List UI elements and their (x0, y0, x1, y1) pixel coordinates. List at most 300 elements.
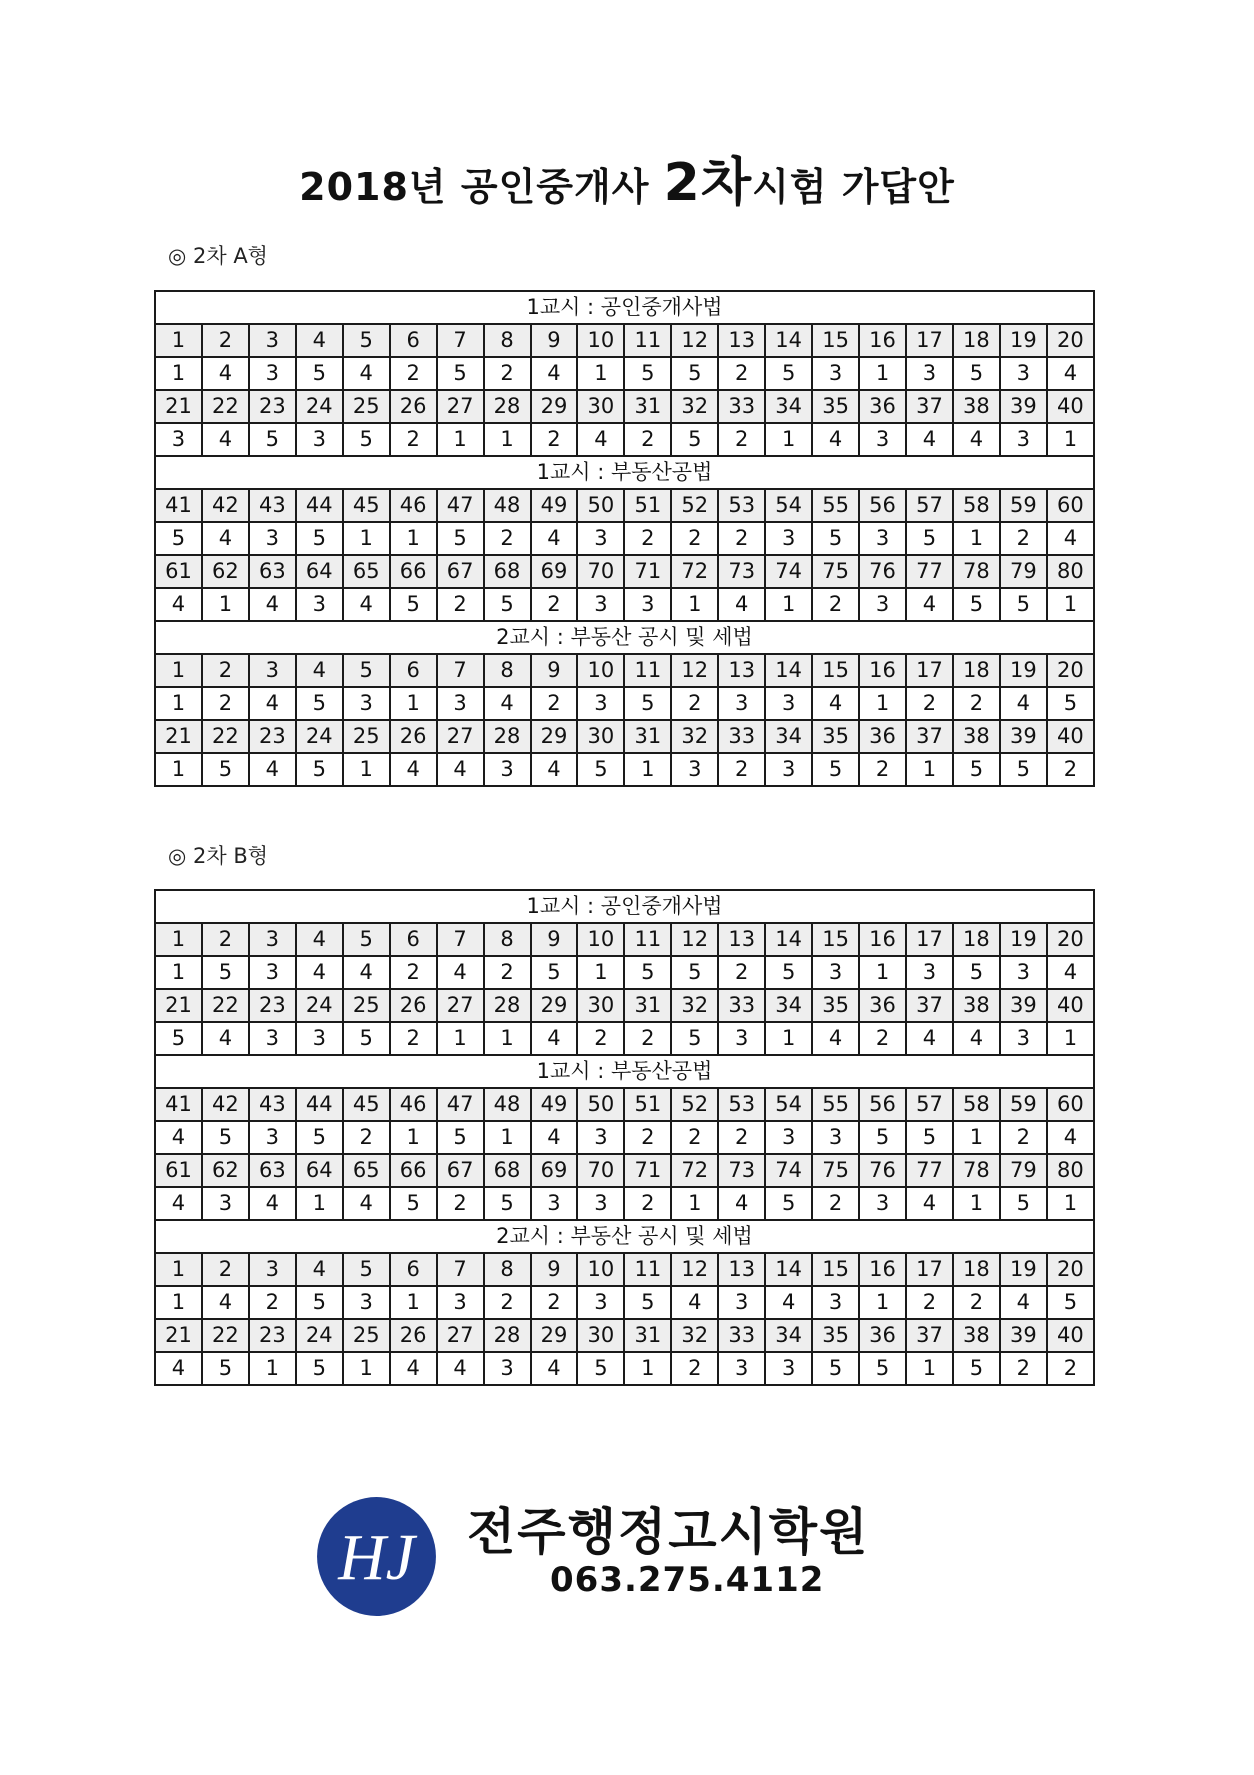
question-number-row (155, 1088, 1094, 1121)
answer-value: 1 (390, 1286, 437, 1319)
answer-value: 1 (437, 1022, 484, 1055)
question-number: 69 (531, 555, 578, 588)
question-number: 53 (718, 1088, 765, 1121)
question-number: 2 (202, 324, 249, 357)
section-title: 1교시 : 공인중개사법 (155, 291, 1094, 324)
question-number: 15 (812, 1253, 859, 1286)
question-number: 23 (249, 720, 296, 753)
answer-value: 4 (1000, 687, 1047, 720)
page-title (0, 140, 1254, 215)
answer-value: 3 (343, 1286, 390, 1319)
answer-value: 5 (296, 357, 343, 390)
answer-value: 4 (249, 753, 296, 786)
question-number: 23 (249, 1319, 296, 1352)
question-number: 14 (765, 923, 812, 956)
answer-value: 3 (1000, 357, 1047, 390)
question-number: 47 (437, 489, 484, 522)
question-number: 8 (484, 1253, 531, 1286)
question-number: 12 (671, 654, 718, 687)
question-number: 1 (155, 1253, 202, 1286)
question-number: 30 (577, 989, 624, 1022)
answer-value: 4 (202, 1022, 249, 1055)
question-number: 72 (671, 555, 718, 588)
question-number: 7 (437, 324, 484, 357)
answer-value: 2 (624, 1022, 671, 1055)
question-number: 6 (390, 1253, 437, 1286)
answer-value: 2 (718, 357, 765, 390)
question-number: 38 (953, 1319, 1000, 1352)
answer-value: 2 (671, 1352, 718, 1385)
question-number: 16 (859, 654, 906, 687)
question-number: 34 (765, 720, 812, 753)
answer-value: 4 (437, 1352, 484, 1385)
answer-value: 3 (906, 956, 953, 989)
answer-value: 4 (155, 1352, 202, 1385)
answer-value: 5 (296, 1352, 343, 1385)
question-number-row (155, 1319, 1094, 1352)
answer-value: 5 (906, 522, 953, 555)
question-number: 32 (671, 1319, 718, 1352)
answer-value: 1 (765, 1022, 812, 1055)
answer-value: 1 (624, 1352, 671, 1385)
question-number: 16 (859, 923, 906, 956)
question-number: 16 (859, 1253, 906, 1286)
answer-value: 2 (671, 687, 718, 720)
question-number: 43 (249, 489, 296, 522)
question-number-row (155, 720, 1094, 753)
question-number: 31 (624, 989, 671, 1022)
answer-value: 3 (671, 753, 718, 786)
answer-value: 2 (390, 956, 437, 989)
answer-value: 4 (155, 1187, 202, 1220)
question-number: 66 (390, 555, 437, 588)
question-number: 6 (390, 324, 437, 357)
question-number: 3 (249, 1253, 296, 1286)
question-number: 41 (155, 1088, 202, 1121)
answer-value: 4 (531, 357, 578, 390)
question-number: 51 (624, 1088, 671, 1121)
answer-value: 4 (1047, 357, 1094, 390)
answer-value: 1 (765, 423, 812, 456)
question-number: 76 (859, 555, 906, 588)
question-number: 67 (437, 555, 484, 588)
answer-value: 5 (484, 1187, 531, 1220)
question-number-row (155, 923, 1094, 956)
question-number: 47 (437, 1088, 484, 1121)
question-number: 58 (953, 489, 1000, 522)
question-number: 37 (906, 720, 953, 753)
question-number: 78 (953, 1154, 1000, 1187)
question-number: 23 (249, 989, 296, 1022)
answer-value: 5 (859, 1121, 906, 1154)
answer-value: 1 (155, 1286, 202, 1319)
answer-row (155, 423, 1094, 456)
question-number: 74 (765, 1154, 812, 1187)
answer-value: 3 (249, 1121, 296, 1154)
answer-value: 2 (1000, 1121, 1047, 1154)
question-number: 59 (1000, 489, 1047, 522)
answer-value: 5 (390, 1187, 437, 1220)
question-number: 49 (531, 1088, 578, 1121)
question-number: 51 (624, 489, 671, 522)
answer-value: 2 (671, 1121, 718, 1154)
question-number-row (155, 324, 1094, 357)
answer-value: 5 (1047, 1286, 1094, 1319)
question-number: 15 (812, 654, 859, 687)
question-number: 22 (202, 1319, 249, 1352)
answer-value: 3 (577, 1121, 624, 1154)
section-header-row (155, 291, 1094, 324)
answer-value: 1 (343, 1352, 390, 1385)
answer-value: 5 (437, 522, 484, 555)
answer-value: 4 (1047, 1121, 1094, 1154)
question-number: 37 (906, 1319, 953, 1352)
answer-value: 5 (671, 956, 718, 989)
answer-value: 4 (577, 423, 624, 456)
question-number: 79 (1000, 555, 1047, 588)
answer-value: 3 (577, 687, 624, 720)
question-number: 62 (202, 1154, 249, 1187)
answer-value: 4 (202, 522, 249, 555)
answer-value: 2 (531, 1286, 578, 1319)
answer-value: 3 (249, 1022, 296, 1055)
answer-value: 1 (765, 588, 812, 621)
answer-value: 5 (577, 1352, 624, 1385)
question-number: 29 (531, 390, 578, 423)
question-number: 3 (249, 324, 296, 357)
question-number: 24 (296, 989, 343, 1022)
answer-value: 2 (718, 522, 765, 555)
question-number-row (155, 1154, 1094, 1187)
question-number: 76 (859, 1154, 906, 1187)
answer-value: 1 (624, 753, 671, 786)
answer-value: 3 (906, 357, 953, 390)
question-number: 37 (906, 989, 953, 1022)
answer-value: 4 (202, 357, 249, 390)
answer-value: 5 (812, 1352, 859, 1385)
question-number: 27 (437, 989, 484, 1022)
question-number: 22 (202, 720, 249, 753)
question-number: 10 (577, 923, 624, 956)
question-number: 3 (249, 654, 296, 687)
answer-value: 1 (953, 1187, 1000, 1220)
answer-value: 1 (155, 357, 202, 390)
question-number: 9 (531, 324, 578, 357)
question-number: 56 (859, 1088, 906, 1121)
answer-value: 3 (859, 1187, 906, 1220)
question-number: 42 (202, 1088, 249, 1121)
question-number: 13 (718, 324, 765, 357)
answer-value: 1 (155, 956, 202, 989)
answer-value: 2 (953, 1286, 1000, 1319)
question-number: 50 (577, 1088, 624, 1121)
answer-value: 1 (484, 1022, 531, 1055)
answer-value: 3 (765, 1352, 812, 1385)
question-number: 19 (1000, 654, 1047, 687)
question-number: 32 (671, 720, 718, 753)
question-number: 40 (1047, 390, 1094, 423)
question-number: 8 (484, 654, 531, 687)
question-number: 13 (718, 1253, 765, 1286)
answer-value: 3 (577, 1286, 624, 1319)
answer-value: 5 (155, 1022, 202, 1055)
question-number: 14 (765, 654, 812, 687)
question-number: 7 (437, 1253, 484, 1286)
question-number: 11 (624, 324, 671, 357)
question-number: 31 (624, 720, 671, 753)
answer-value: 2 (531, 687, 578, 720)
answer-value: 3 (531, 1187, 578, 1220)
question-number: 14 (765, 1253, 812, 1286)
question-number: 8 (484, 923, 531, 956)
answer-value: 2 (343, 1121, 390, 1154)
answer-value: 5 (296, 1121, 343, 1154)
answer-value: 2 (671, 522, 718, 555)
question-number: 13 (718, 654, 765, 687)
question-number: 69 (531, 1154, 578, 1187)
question-number: 5 (343, 1253, 390, 1286)
answer-value: 5 (953, 588, 1000, 621)
question-number: 45 (343, 489, 390, 522)
question-number-row (155, 489, 1094, 522)
section-title: 1교시 : 부동산공법 (155, 456, 1094, 489)
question-number: 20 (1047, 654, 1094, 687)
answer-value: 5 (296, 687, 343, 720)
answer-value: 5 (624, 1286, 671, 1319)
answer-value: 2 (390, 357, 437, 390)
question-number: 32 (671, 989, 718, 1022)
answer-value: 5 (202, 1352, 249, 1385)
answer-value: 4 (906, 1187, 953, 1220)
question-number: 32 (671, 390, 718, 423)
answer-value: 1 (1047, 588, 1094, 621)
title-emphasis: 2차 (663, 153, 753, 213)
question-number: 24 (296, 720, 343, 753)
question-number: 25 (343, 1319, 390, 1352)
question-number: 26 (390, 720, 437, 753)
question-number: 30 (577, 1319, 624, 1352)
question-number: 20 (1047, 1253, 1094, 1286)
answer-value: 3 (1000, 423, 1047, 456)
question-number: 68 (484, 555, 531, 588)
question-number: 2 (202, 654, 249, 687)
answer-value: 1 (484, 423, 531, 456)
question-number: 12 (671, 1253, 718, 1286)
question-number: 17 (906, 654, 953, 687)
answer-value: 4 (953, 423, 1000, 456)
answer-value: 1 (859, 687, 906, 720)
question-number: 72 (671, 1154, 718, 1187)
logo-text: HJ (338, 1522, 415, 1595)
answer-value: 2 (484, 522, 531, 555)
answer-value: 4 (671, 1286, 718, 1319)
question-number: 24 (296, 390, 343, 423)
answer-row (155, 357, 1094, 390)
answer-value: 4 (202, 423, 249, 456)
answer-value: 4 (812, 687, 859, 720)
question-number: 21 (155, 720, 202, 753)
answer-value: 5 (484, 588, 531, 621)
answer-value: 4 (1047, 522, 1094, 555)
question-number: 39 (1000, 1319, 1047, 1352)
answer-value: 3 (859, 588, 906, 621)
answer-value: 5 (296, 1286, 343, 1319)
answer-value: 5 (859, 1352, 906, 1385)
answer-value: 4 (812, 423, 859, 456)
question-number: 46 (390, 1088, 437, 1121)
academy-logo (315, 1495, 438, 1618)
question-number: 4 (296, 654, 343, 687)
answer-value: 1 (249, 1352, 296, 1385)
answer-value: 5 (812, 522, 859, 555)
question-number: 44 (296, 489, 343, 522)
question-number: 2 (202, 1253, 249, 1286)
question-number: 34 (765, 989, 812, 1022)
section-header-row (155, 1220, 1094, 1253)
question-number: 4 (296, 1253, 343, 1286)
question-number: 15 (812, 324, 859, 357)
question-number: 33 (718, 1319, 765, 1352)
answer-value: 5 (671, 1022, 718, 1055)
question-number: 75 (812, 1154, 859, 1187)
academy-phone: 063.275.4112 (550, 1560, 825, 1600)
answer-value: 3 (812, 357, 859, 390)
question-number: 10 (577, 1253, 624, 1286)
answer-value: 3 (1000, 1022, 1047, 1055)
answer-value: 1 (343, 753, 390, 786)
answer-value: 5 (437, 1121, 484, 1154)
answer-value: 3 (812, 1121, 859, 1154)
answer-value: 5 (155, 522, 202, 555)
question-number: 25 (343, 390, 390, 423)
answer-value: 3 (249, 357, 296, 390)
answer-value: 4 (343, 357, 390, 390)
answer-value: 5 (577, 753, 624, 786)
question-number: 1 (155, 923, 202, 956)
question-number: 20 (1047, 324, 1094, 357)
question-number: 57 (906, 489, 953, 522)
answer-value: 2 (390, 423, 437, 456)
question-number: 1 (155, 324, 202, 357)
answer-value: 5 (249, 423, 296, 456)
answer-row (155, 1286, 1094, 1319)
answer-value: 5 (624, 956, 671, 989)
answer-value: 4 (812, 1022, 859, 1055)
answer-value: 3 (437, 1286, 484, 1319)
question-number: 7 (437, 923, 484, 956)
question-number: 18 (953, 324, 1000, 357)
question-number: 39 (1000, 989, 1047, 1022)
question-number: 73 (718, 555, 765, 588)
answer-value: 2 (624, 1121, 671, 1154)
question-number: 33 (718, 989, 765, 1022)
answer-value: 3 (765, 753, 812, 786)
section-title: 1교시 : 부동산공법 (155, 1055, 1094, 1088)
answer-value: 1 (953, 522, 1000, 555)
answer-value: 1 (1047, 1022, 1094, 1055)
answer-value: 3 (812, 1286, 859, 1319)
question-number: 35 (812, 1319, 859, 1352)
answer-value: 4 (953, 1022, 1000, 1055)
answer-value: 4 (249, 1187, 296, 1220)
answer-value: 1 (859, 357, 906, 390)
answer-value: 3 (343, 687, 390, 720)
answer-value: 4 (484, 687, 531, 720)
question-number: 13 (718, 923, 765, 956)
answer-table-b (154, 889, 1095, 1386)
answer-value: 3 (718, 1352, 765, 1385)
question-number: 38 (953, 390, 1000, 423)
question-number: 79 (1000, 1154, 1047, 1187)
question-number: 23 (249, 390, 296, 423)
answer-value: 4 (390, 753, 437, 786)
question-number: 25 (343, 989, 390, 1022)
answer-value: 4 (531, 522, 578, 555)
answer-value: 1 (906, 1352, 953, 1385)
answer-value: 1 (202, 588, 249, 621)
question-number: 3 (249, 923, 296, 956)
question-number: 67 (437, 1154, 484, 1187)
question-number: 60 (1047, 1088, 1094, 1121)
answer-value: 5 (624, 687, 671, 720)
question-number: 11 (624, 654, 671, 687)
answer-value: 2 (484, 357, 531, 390)
question-number: 18 (953, 1253, 1000, 1286)
answer-value: 3 (484, 1352, 531, 1385)
answer-value: 4 (531, 753, 578, 786)
question-number: 5 (343, 324, 390, 357)
answer-value: 5 (765, 357, 812, 390)
question-number: 20 (1047, 923, 1094, 956)
question-number: 54 (765, 1088, 812, 1121)
answer-value: 4 (906, 1022, 953, 1055)
answer-value: 2 (1047, 753, 1094, 786)
title-prefix: 2018년 공인중개사 (299, 165, 664, 209)
question-number: 19 (1000, 1253, 1047, 1286)
title-suffix: 시험 가답안 (752, 165, 955, 209)
question-number: 53 (718, 489, 765, 522)
question-number: 80 (1047, 1154, 1094, 1187)
answer-value: 5 (296, 522, 343, 555)
section-title: 2교시 : 부동산 공시 및 세법 (155, 1220, 1094, 1253)
question-number: 16 (859, 324, 906, 357)
answer-value: 1 (155, 687, 202, 720)
question-number: 27 (437, 390, 484, 423)
answer-value: 1 (1047, 1187, 1094, 1220)
answer-value: 2 (812, 1187, 859, 1220)
question-number: 55 (812, 1088, 859, 1121)
answer-value: 1 (577, 956, 624, 989)
question-number: 50 (577, 489, 624, 522)
answer-value: 1 (1047, 423, 1094, 456)
question-number: 26 (390, 390, 437, 423)
answer-value: 3 (249, 522, 296, 555)
answer-value: 5 (906, 1121, 953, 1154)
question-number: 33 (718, 390, 765, 423)
answer-value: 5 (671, 423, 718, 456)
answer-value: 4 (765, 1286, 812, 1319)
answer-value: 1 (859, 1286, 906, 1319)
question-number: 7 (437, 654, 484, 687)
question-number: 46 (390, 489, 437, 522)
question-number-row (155, 1253, 1094, 1286)
answer-value: 3 (296, 423, 343, 456)
question-number: 22 (202, 989, 249, 1022)
question-number: 78 (953, 555, 1000, 588)
question-number: 21 (155, 989, 202, 1022)
answer-value: 1 (484, 1121, 531, 1154)
question-number: 64 (296, 1154, 343, 1187)
